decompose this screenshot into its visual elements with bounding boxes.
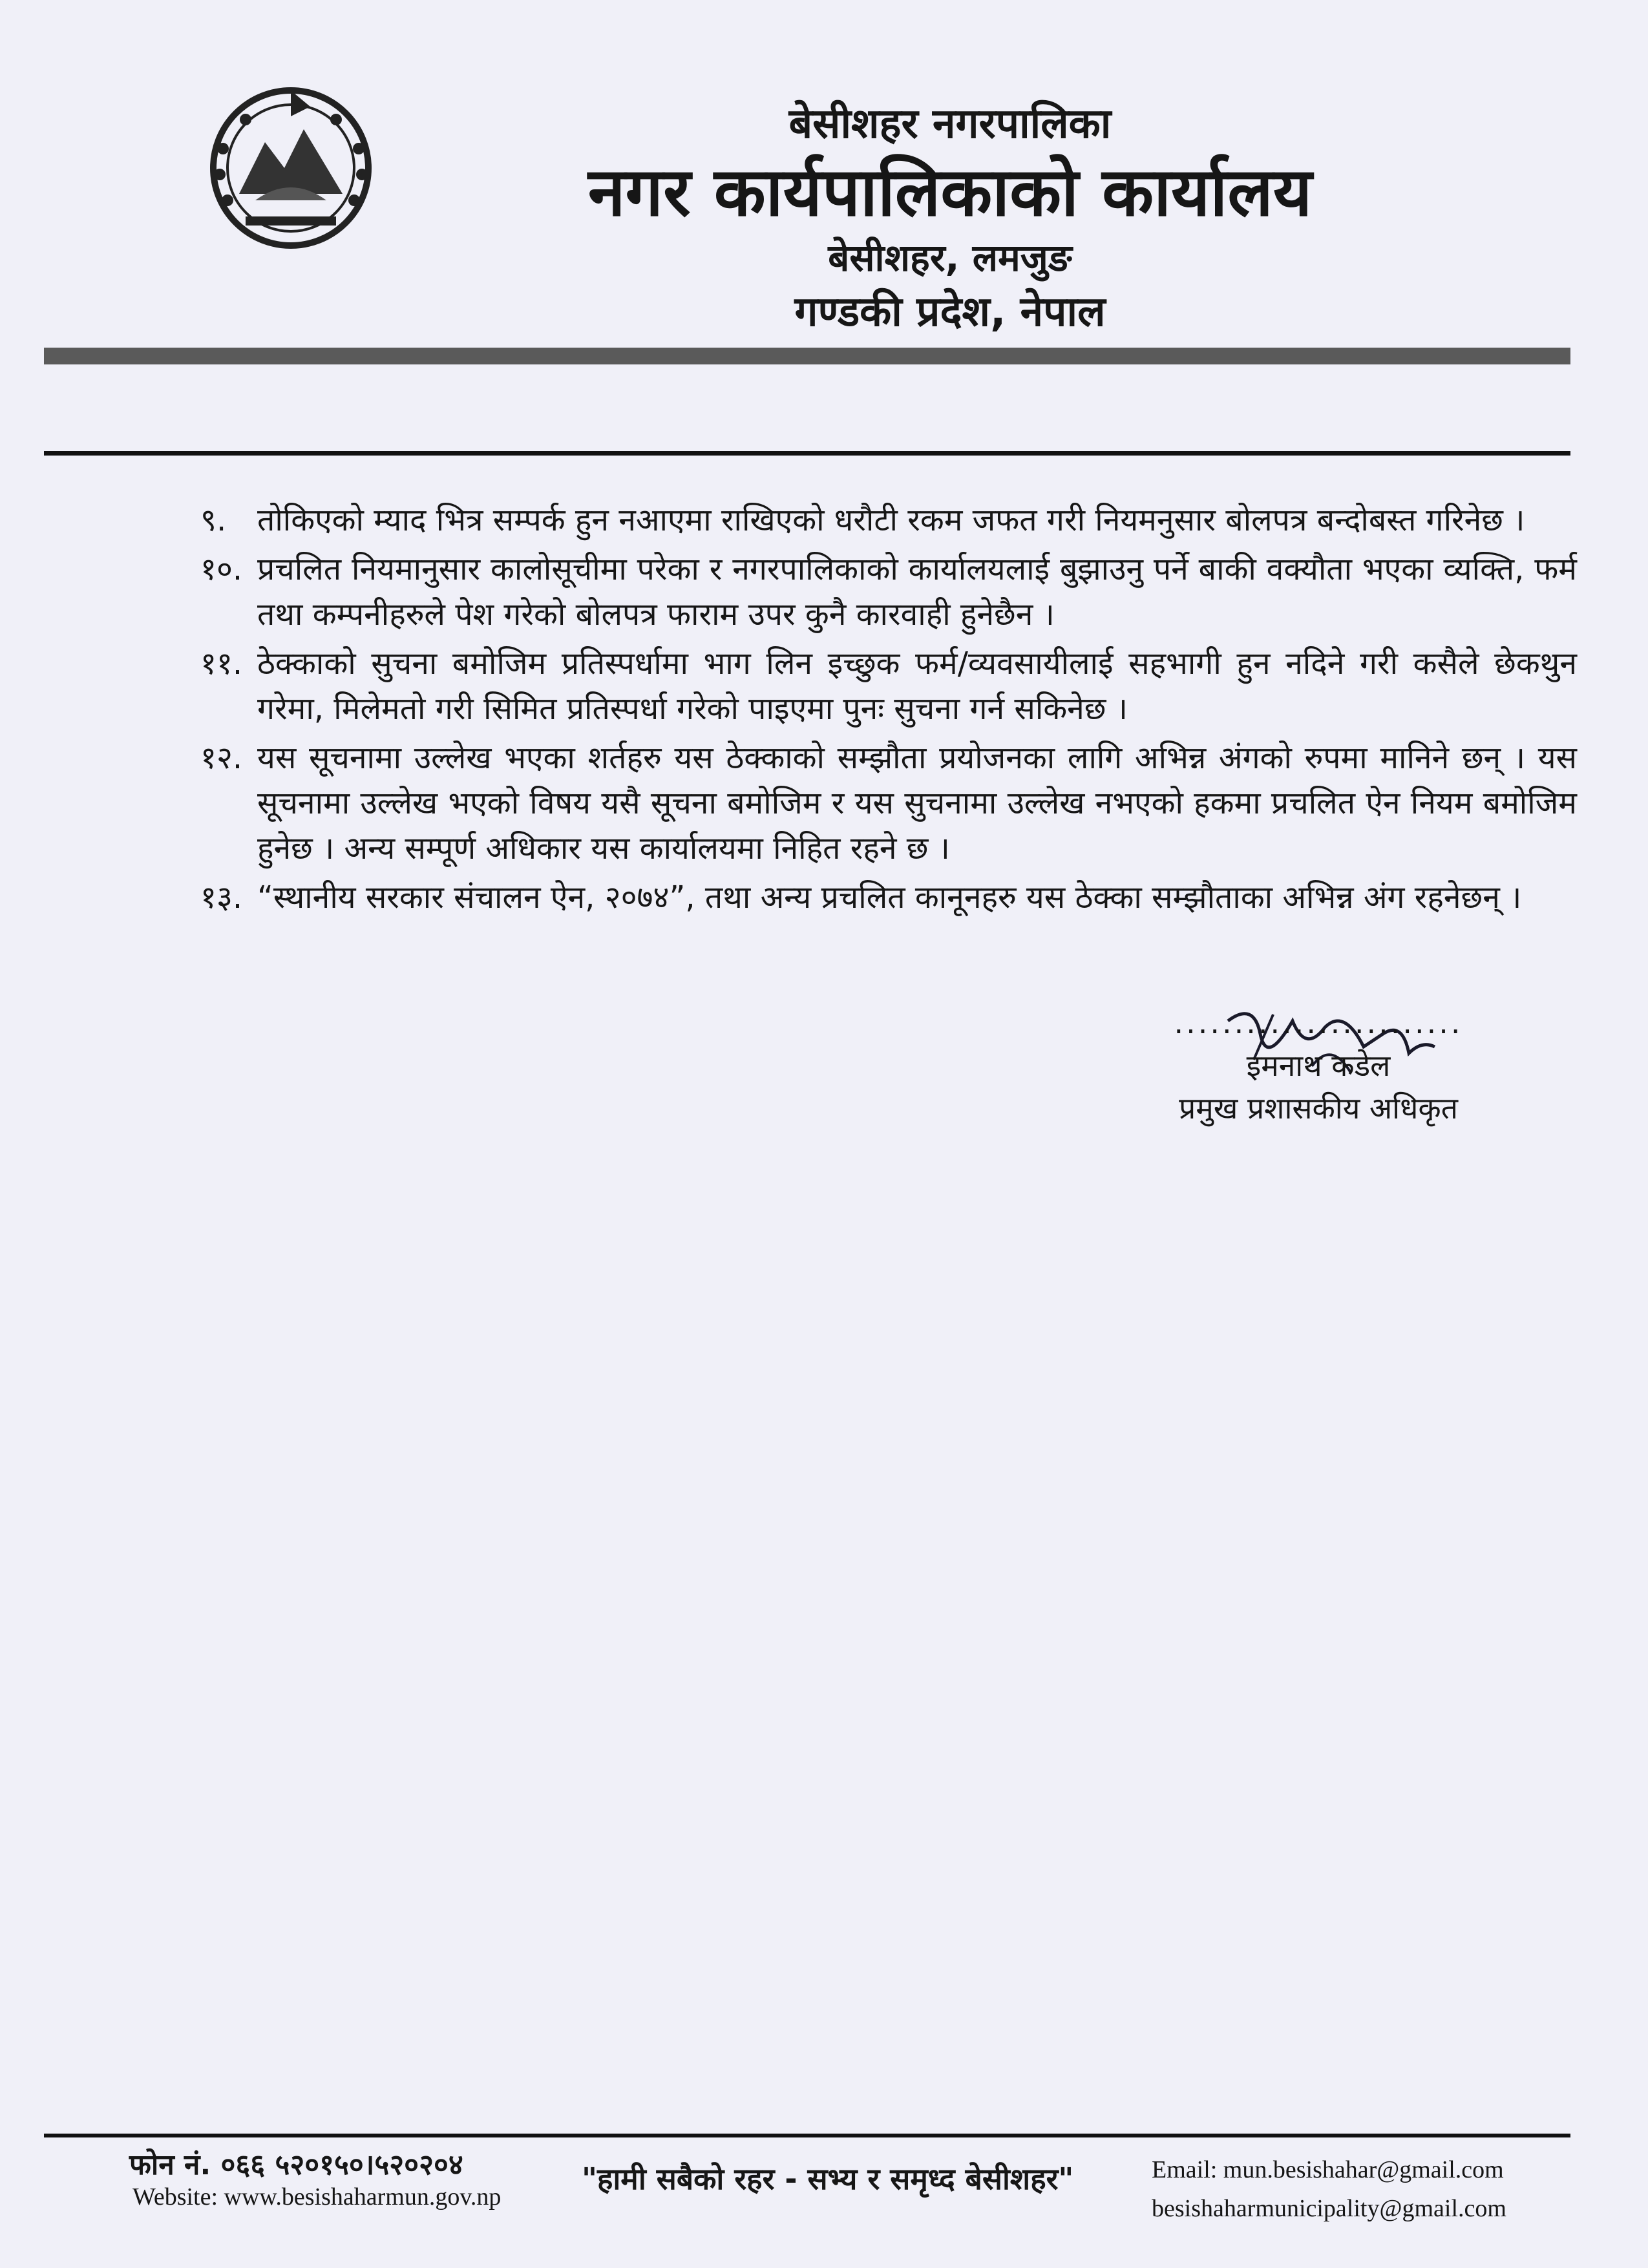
clause-text: ठेक्काको सुचना बमोजिम प्रतिस्पर्धामा भाग लिन इच्छुक फर्म/व्यवसायीलाई सहभागी हुन नदिने गरी कसैले छेकथुन गरेमा, मिलेमतो गरी सिमित प्रतिस्पर्धा गरेको पाइएमा पुनः सुचना गर्न सकिनेछ । xyxy=(257,646,1577,727)
clause-list xyxy=(200,498,1577,924)
clause-number: १०. xyxy=(200,551,243,587)
clause-item xyxy=(200,735,1577,871)
clause-text: प्रचलित नियमानुसार कालोसूचीमा परेका र नगरपालिकाको कार्यालयलाई बुझाउनु पर्ने बाकी वक्यौता भएका व्यक्ति, फर्म तथा कम्पनीहरुले पेश गरेको बोलपत्र फाराम उपर कुनै कारवाही हुनेछैन । xyxy=(257,551,1577,633)
clause-text: तोकिएको म्याद भित्र सम्पर्क हुन नआएमा राखिएको धरौटी रकम जफत गरी नियमनुसार बोलपत्र बन्दोबस्त गरिनेछ । xyxy=(257,502,1525,538)
footer-website: Website: www.besishaharmun.gov.np xyxy=(132,2183,502,2210)
header-divider-thick xyxy=(44,348,1570,364)
office-title: नगर कार्यपालिकाको कार्यालय xyxy=(587,152,1313,231)
footer-slogan: "हामी सबैको रहर - सभ्य र समृध्द बेसीशहर" xyxy=(582,2161,1074,2196)
clause-item xyxy=(200,547,1577,637)
clause-item xyxy=(200,498,1577,543)
clause-item xyxy=(200,641,1577,731)
office-location: बेसीशहर, लमजुङ xyxy=(828,236,1072,280)
nepal-emblem-icon xyxy=(194,71,388,258)
municipality-name: बेसीशहर नगरपालिका xyxy=(788,100,1112,148)
signatory-title: प्रमुख प्रशासकीय अधिकृत xyxy=(1179,1091,1458,1126)
footer-email-secondary: besishaharmunicipality@gmail.com xyxy=(1152,2195,1506,2222)
footer-divider xyxy=(44,2134,1570,2137)
footer-phone: फोन नं. ०६६ ५२०१५०।५२०२०४ xyxy=(129,2148,463,2181)
header-divider-thin xyxy=(44,451,1570,456)
clause-number: १२. xyxy=(200,740,243,776)
clause-text: “स्थानीय सरकार संचालन ऐन, २०७४”, तथा अन्य प्रचलित कानूनहरु यस ठेक्का सम्झौताका अभिन्न अंग रहनेछन् । xyxy=(257,879,1522,916)
signature-block xyxy=(1137,1002,1499,1129)
footer-email-primary: Email: mun.besishahar@gmail.com xyxy=(1152,2156,1504,2183)
signatory-name: इमनाथ कडेल xyxy=(1246,1048,1391,1083)
province-country: गण्डकी प्रदेश, नेपाल xyxy=(794,288,1106,336)
signature-line: ........................ xyxy=(1174,1005,1463,1040)
clause-text: यस सूचनामा उल्लेख भएका शर्तहरु यस ठेक्काको सम्झौता प्रयोजनका लागि अभिन्न अंगको रुपमा मानिने छन् । यस सूचनामा उल्लेख भएको विषय यसै सूचना बमोजिम र यस सुचनामा उल्लेख नभएको हकमा प्रचलित ऐन नियम बमोजिम हुनेछ । अन्य सम्पूर्ण अधिकार यस कार्यालयमा निहित रहने छ । xyxy=(257,740,1577,866)
clause-number: ९. xyxy=(200,502,227,538)
clause-number: ११. xyxy=(200,646,243,682)
clause-number: १३. xyxy=(200,879,243,916)
letterhead xyxy=(362,97,1538,341)
clause-item xyxy=(200,875,1577,920)
